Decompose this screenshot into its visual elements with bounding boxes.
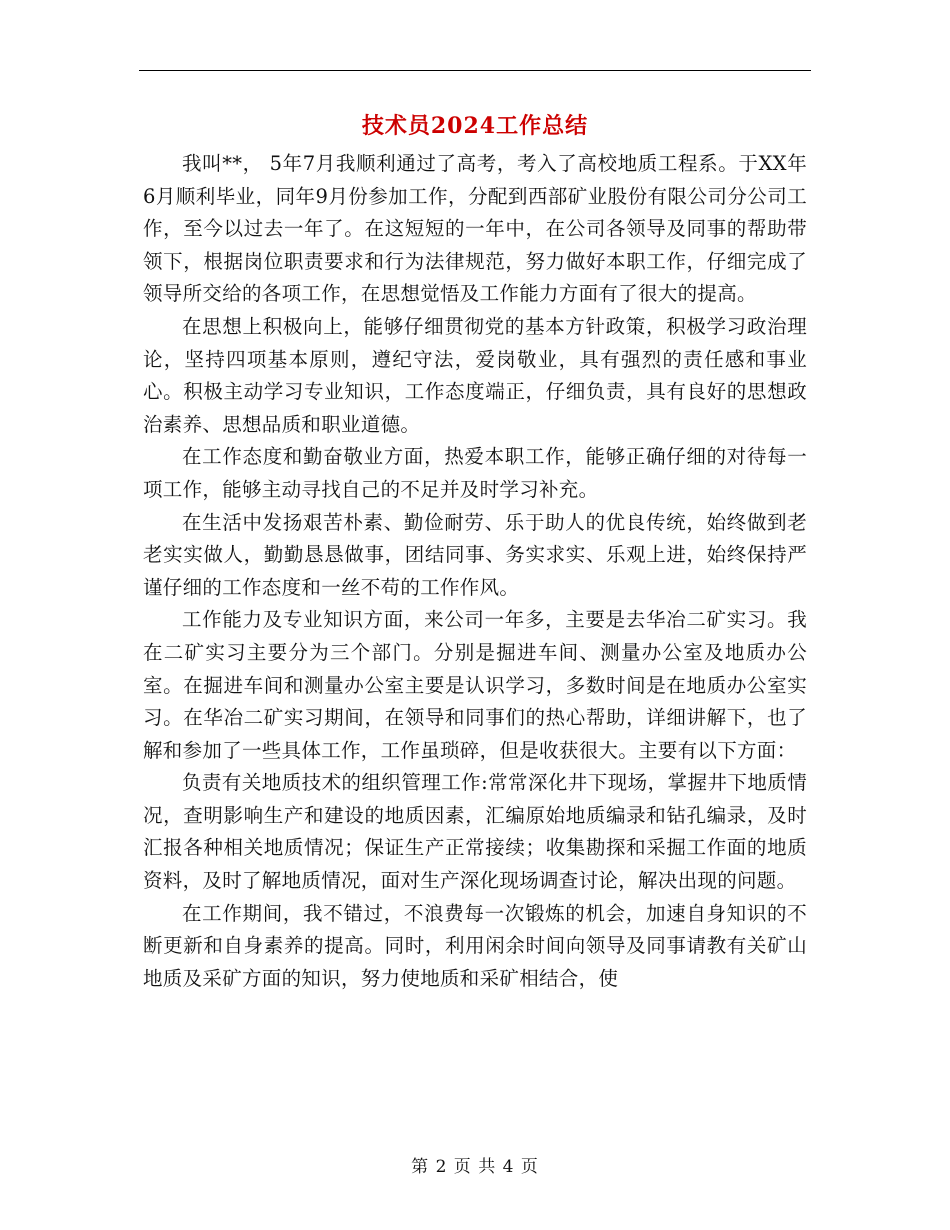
header-rule: [139, 70, 811, 71]
footer-total-pages: 4: [502, 1157, 515, 1177]
paragraph-intro: 我叫**， 5年7月我顺利通过了高考，考入了高校地质工程系。于XX年6月顺利毕业，同年9月份参加工作，分配到西部矿业股份有限公司分公司工作，至今以过去一年了。在这短短的一年中，在公司各领导及同事的帮助带领下，根据岗位职责要求和行为法律规范，努力做好本职工作，仔细完成了领导所交给的各项工作，在思想觉悟及工作能力方面有了很大的提高。: [143, 152, 807, 306]
page-footer: [0, 1152, 950, 1177]
paragraph-learning: 在工作期间，我不错过，不浪费每一次锻炼的机会，加速自身知识的不断更新和自身素养的提高。同时，利用闲余时间向领导及同事请教有关矿山地质及采矿方面的知识，努力使地质和采矿相结合，使: [143, 901, 807, 990]
footer-current-page: 2: [435, 1157, 448, 1177]
paragraph-ability: 工作能力及专业知识方面，来公司一年多，主要是去华冶二矿实习。我在二矿实习主要分为三个部门。分别是掘进车间、测量办公室及地质办公室。在掘进车间和测量办公室主要是认识学习，多数时间是在地质办公室实习。在华冶二矿实习期间，在领导和同事们的热心帮助，详细讲解下，也了解和参加了一些具体工作，工作虽琐碎，但是收获很大。主要有以下方面：: [143, 608, 807, 762]
document-body: [143, 148, 807, 995]
paragraph-ideology: 在思想上积极向上，能够仔细贯彻党的基本方针政策，积极学习政治理论，坚持四项基本原则，遵纪守法，爱岗敬业，具有强烈的责任感和事业心。积极主动学习专业知识，工作态度端正，仔细负责，具有良好的思想政治素养、思想品质和职业道德。: [143, 314, 807, 436]
footer-prefix: 第: [411, 1157, 430, 1177]
footer-middle: 页 共: [453, 1157, 497, 1177]
paragraph-duties: 负责有关地质技术的组织管理工作:常常深化井下现场，掌握井下地质情况，查明影响生产和建设的地质因素，汇编原始地质编录和钻孔编录，及时汇报各种相关地质情况；保证生产正常接续；收集勘探和采掘工作面的地质资料，及时了解地质情况，面对生产深化现场调查讨论，解决出现的问题。: [143, 771, 807, 893]
paragraph-life: 在生活中发扬艰苦朴素、勤俭耐劳、乐于助人的优良传统，始终做到老老实实做人，勤勤恳恳做事，团结同事、务实求实、乐观上进，始终保持严谨仔细的工作态度和一丝不苟的工作作风。: [143, 510, 807, 599]
document-title: 技术员2024工作总结: [361, 113, 589, 139]
footer-suffix: 页: [520, 1157, 539, 1177]
paragraph-attitude: 在工作态度和勤奋敬业方面，热爱本职工作，能够正确仔细的对待每一项工作，能够主动寻找自己的不足并及时学习补充。: [143, 445, 807, 501]
